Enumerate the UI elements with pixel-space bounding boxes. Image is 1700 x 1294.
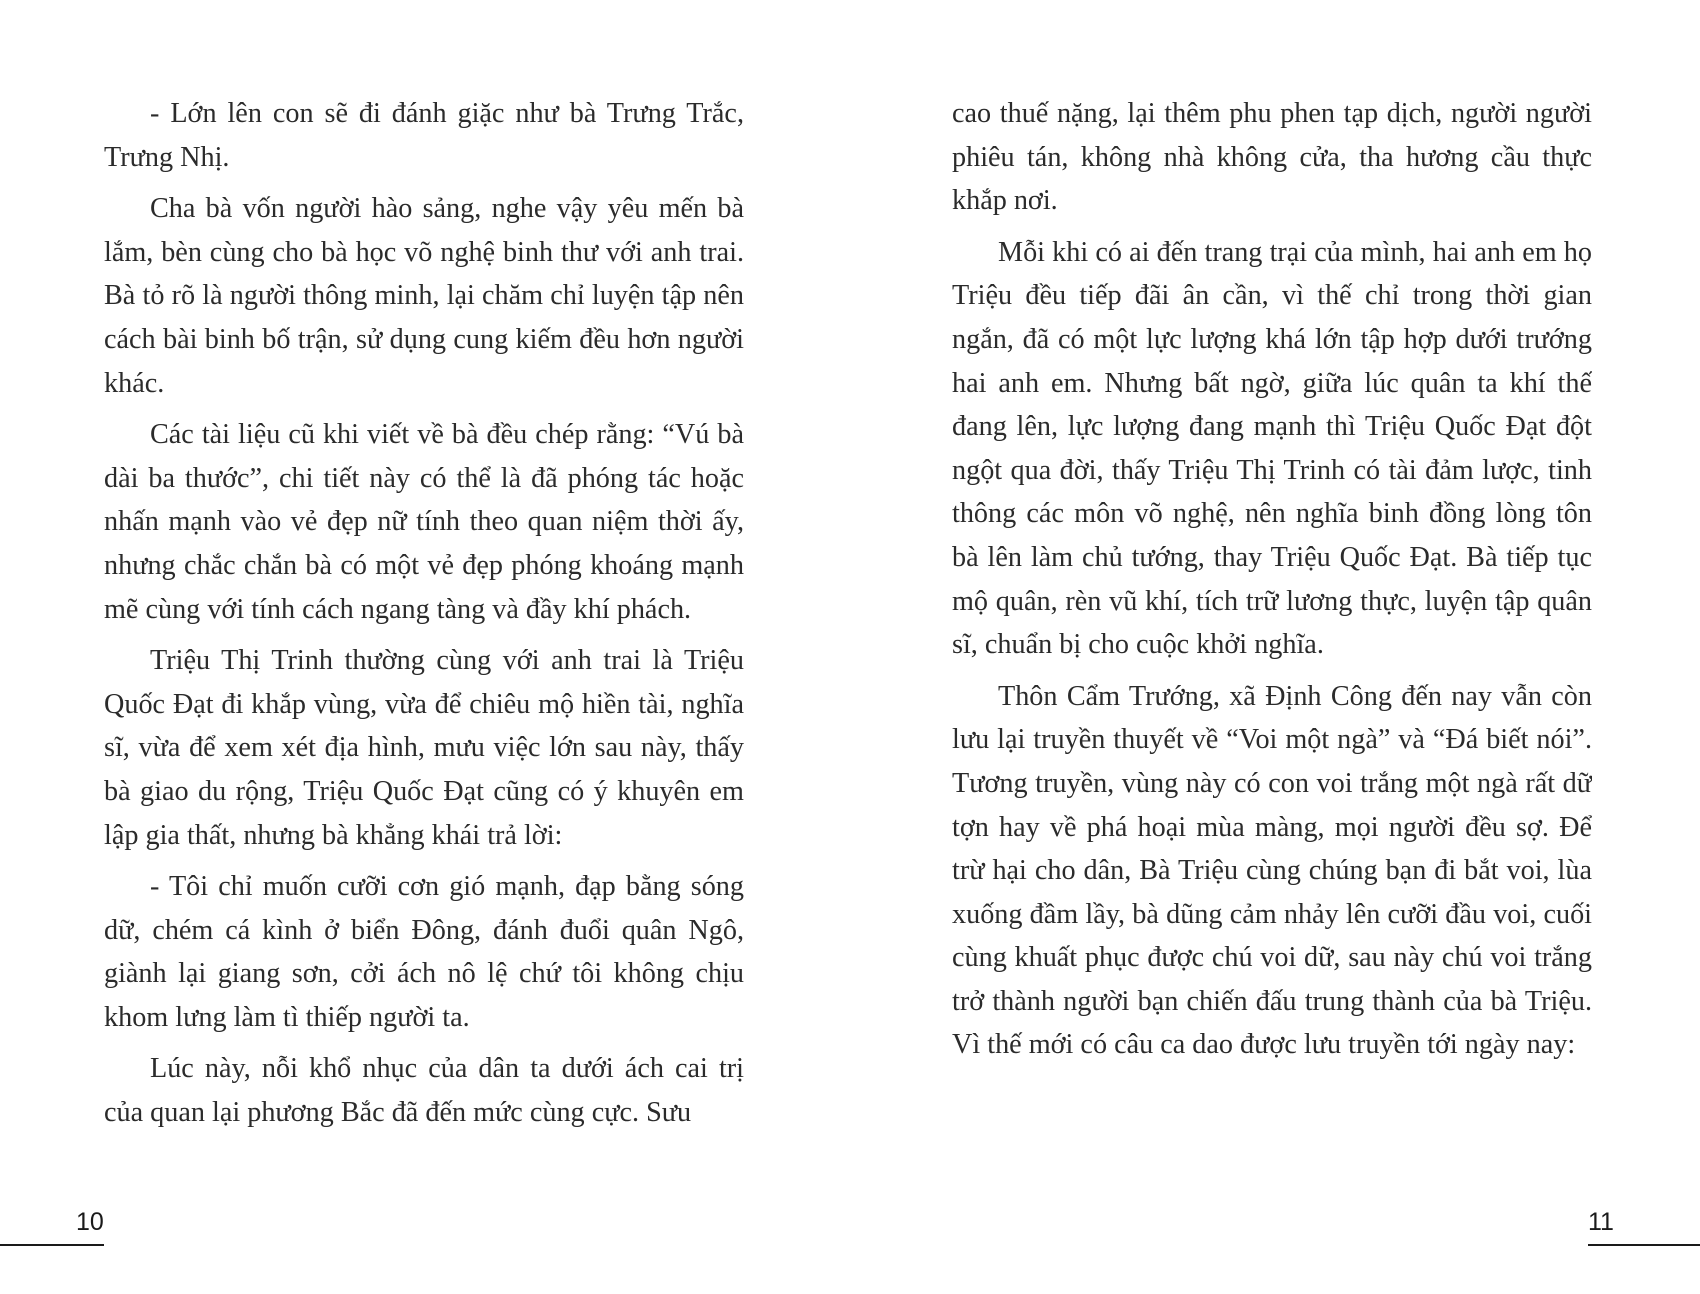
left-paragraph-5: - Tôi chỉ muốn cưỡi cơn gió mạnh, đạp bằng sóng dữ, chém cá kình ở biển Đông, đánh đuổi quân Ngô, giành lại giang sơn, cởi ách nô lệ chứ tôi không chịu khom lưng làm tì thiếp người ta.: [104, 871, 744, 1033]
right-page: [952, 92, 1592, 1172]
right-paragraph-3: Thôn Cẩm Trướng, xã Định Công đến nay vẫn còn lưu lại truyền thuyết về “Voi một ngà” và “Đá biết nói”. Tương truyền, vùng này có con voi trắng một ngà rất dữ tợn hay về phá hoại mùa màng, mọi người đều sợ. Để trừ hại cho dân, Bà Triệu cùng chúng bạn đi bắt voi, lùa xuống đầm lầy, bà dũng cảm nhảy lên cưỡi đầu voi, cuối cùng khuất phục được chú voi dữ, sau này chú voi trắng trở thành người bạn chiến đấu trung thành của bà Triệu. Vì thế mới có câu ca dao được lưu truyền tới ngày nay:: [952, 680, 1592, 1061]
right-paragraph-2: Mỗi khi có ai đến trang trại của mình, hai anh em họ Triệu đều tiếp đãi ân cần, vì thế chỉ trong thời gian ngắn, đã có một lực lượng khá lớn tập hợp dưới trướng hai anh em. Nhưng bất ngờ, giữa lúc quân ta khí thế đang lên, lực lượng đang mạnh thì Triệu Quốc Đạt đột ngột qua đời, thấy Triệu Thị Trinh có tài đảm lược, tinh thông các môn võ nghệ, nên nghĩa binh đồng lòng tôn bà lên làm chủ tướng, thay Triệu Quốc Đạt. Bà tiếp tục mộ quân, rèn vũ khí, tích trữ lương thực, luyện tập quân sĩ, chuẩn bị cho cuộc khởi nghĩa.: [952, 236, 1592, 661]
right-page-number: 11: [1588, 1208, 1614, 1236]
left-page-number: 10: [76, 1208, 104, 1236]
left-paragraph-3: Các tài liệu cũ khi viết về bà đều chép rằng: “Vú bà dài ba thước”, chi tiết này có thể là đã phóng tác hoặc nhấn mạnh vào vẻ đẹp nữ tính theo quan niệm thời ấy, nhưng chắc chắn bà có một vẻ đẹp phóng khoáng mạnh mẽ cùng với tính cách ngang tàng và đầy khí phách.: [104, 419, 744, 625]
left-paragraph-1: - Lớn lên con sẽ đi đánh giặc như bà Trưng Trắc, Trưng Nhị.: [104, 98, 744, 173]
left-page: [104, 92, 744, 1172]
right-footer-rule: [1588, 1244, 1700, 1246]
left-paragraph-4: Triệu Thị Trinh thường cùng với anh trai là Triệu Quốc Đạt đi khắp vùng, vừa để chiêu mộ hiền tài, nghĩa sĩ, vừa để xem xét địa hình, mưu việc lớn sau này, thấy bà giao du rộng, Triệu Quốc Đạt cũng có ý khuyên em lập gia thất, nhưng bà khẳng khái trả lời:: [104, 645, 744, 851]
left-paragraph-2: Cha bà vốn người hào sảng, nghe vậy yêu mến bà lắm, bèn cùng cho bà học võ nghệ binh thư với anh trai. Bà tỏ rõ là người thông minh, lại chăm chỉ luyện tập nên cách bài binh bố trận, sử dụng cung kiếm đều hơn người khác.: [104, 193, 744, 399]
left-paragraph-6: Lúc này, nỗi khổ nhục của dân ta dưới ách cai trị của quan lại phương Bắc đã đến mức cùng cực. Sưu: [104, 1053, 744, 1129]
right-paragraph-1: cao thuế nặng, lại thêm phu phen tạp dịch, người người phiêu tán, không nhà không cửa, tha hương cầu thực khắp nơi.: [952, 98, 1592, 217]
left-footer-rule: [0, 1244, 104, 1246]
